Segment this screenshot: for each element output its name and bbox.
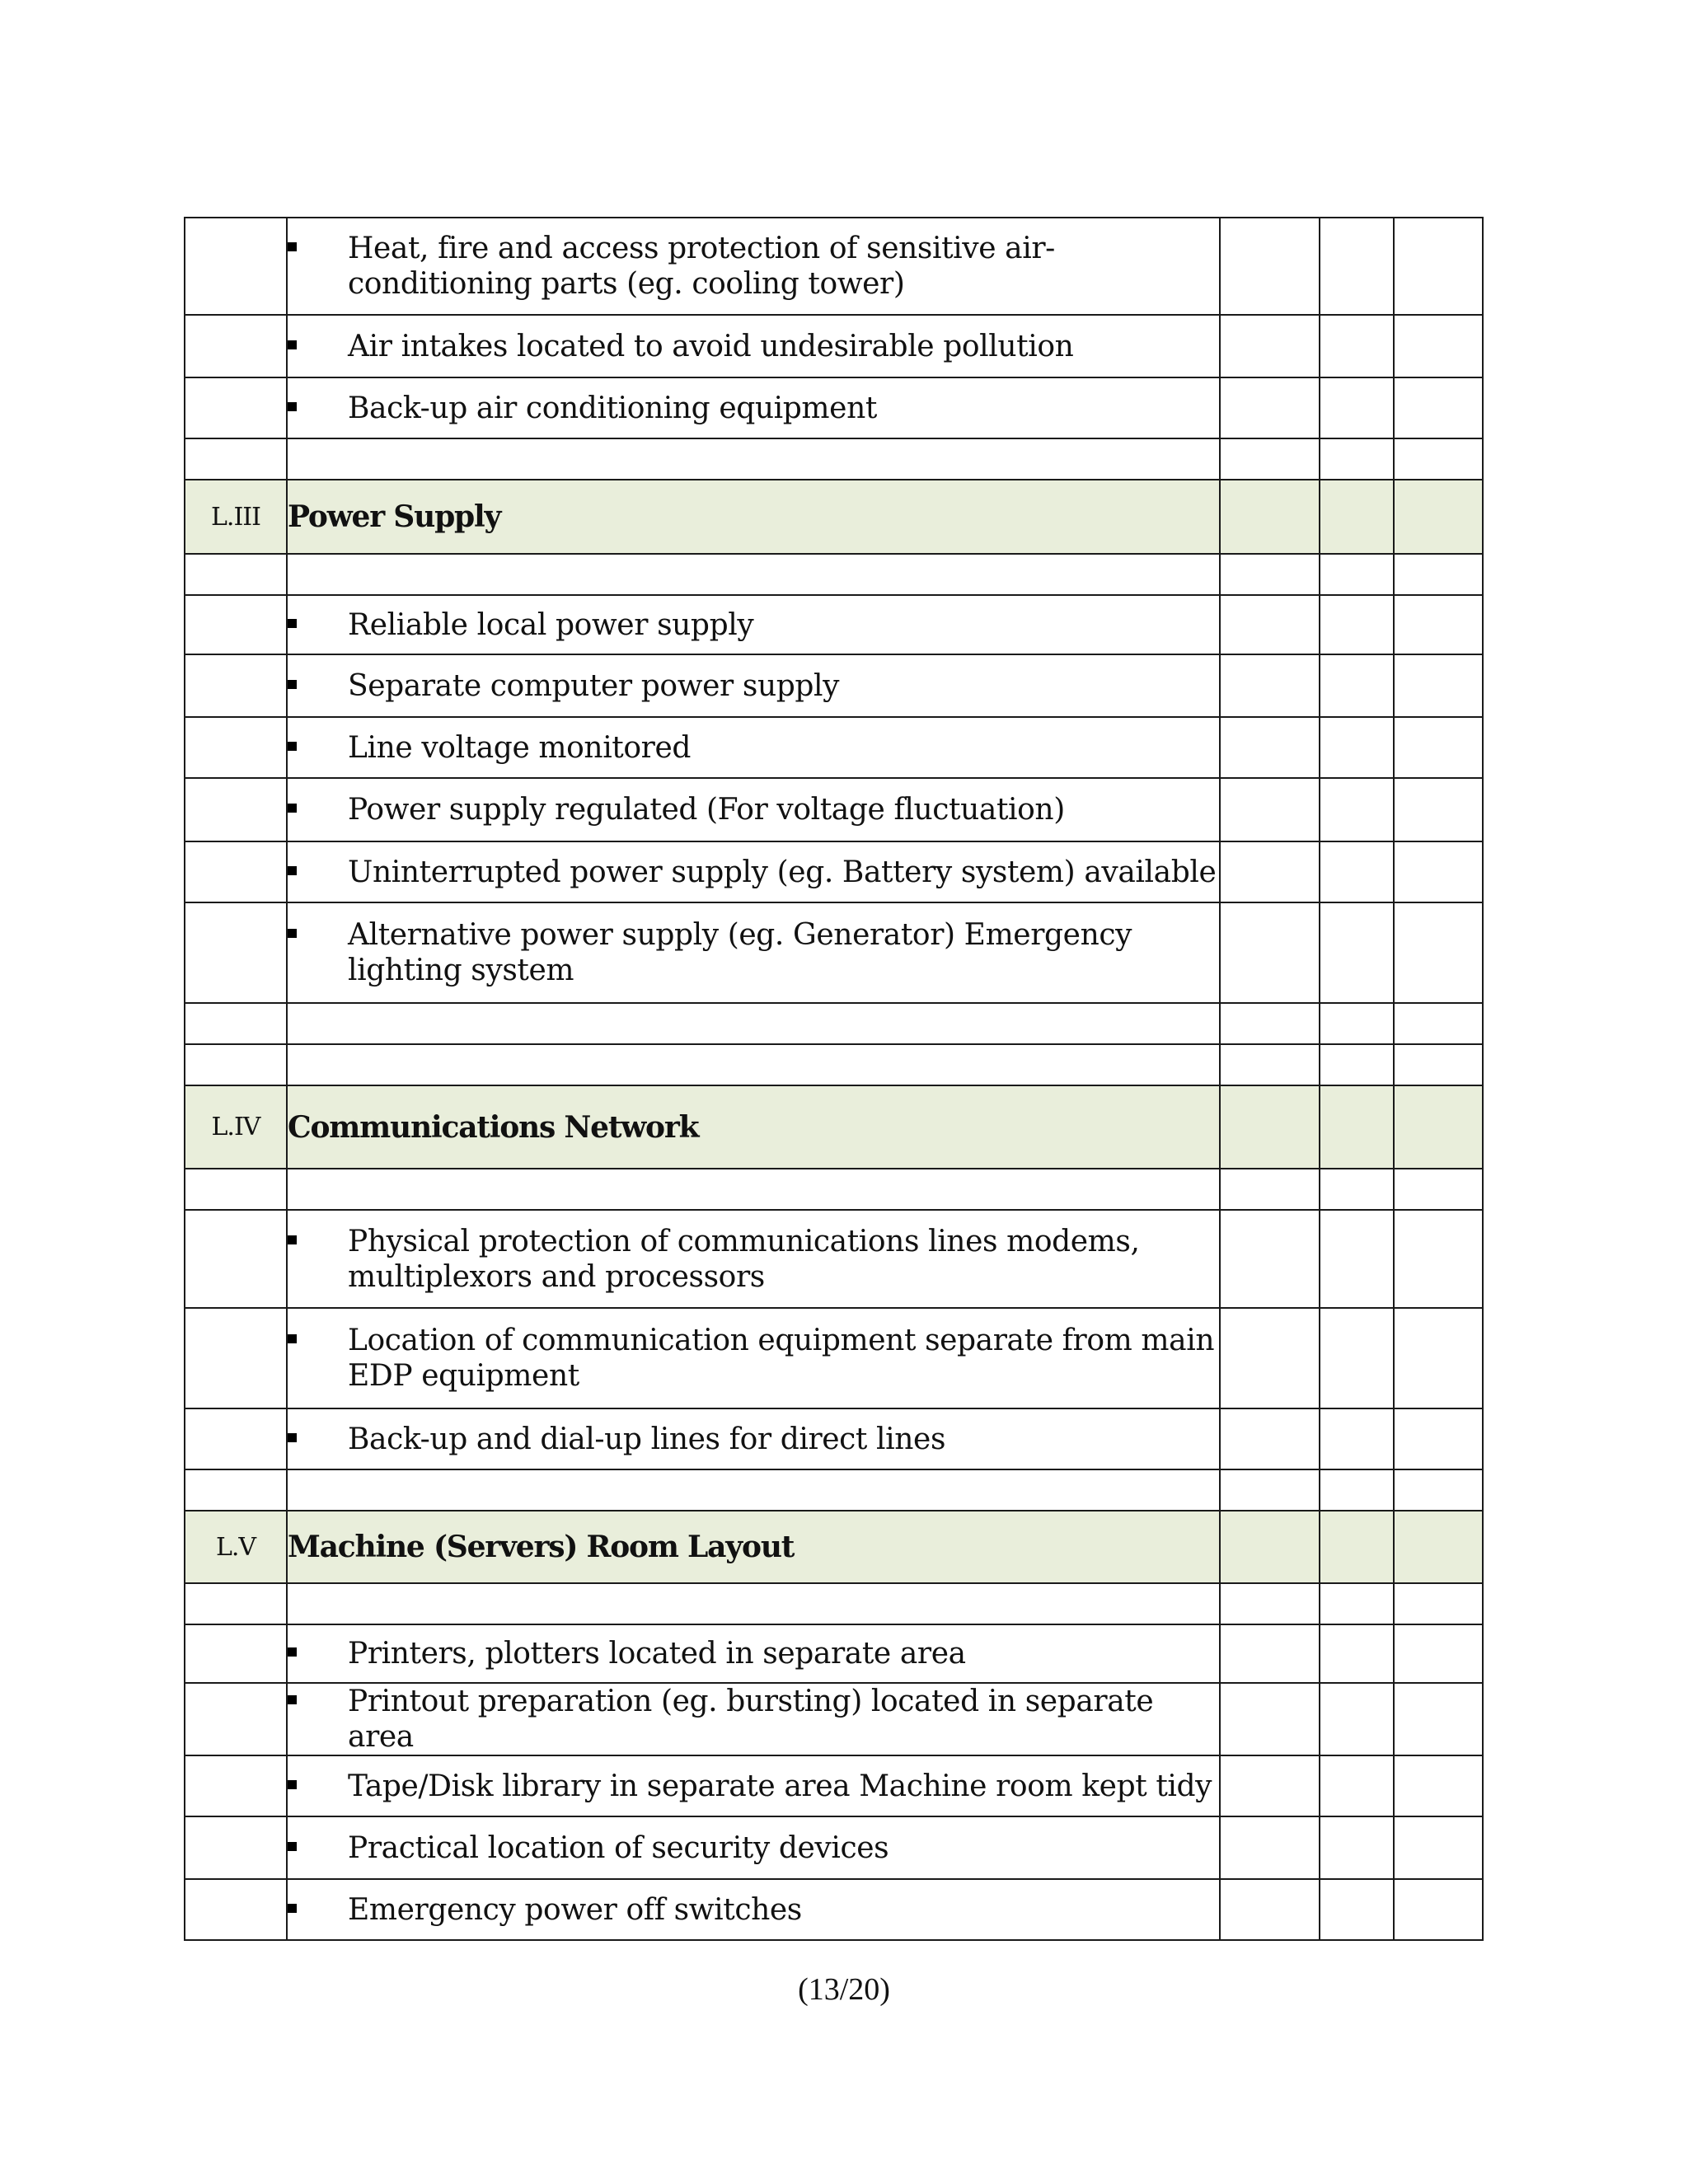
square-bullet-icon — [288, 742, 297, 751]
checklist-item-text: Location of communication equipment separate from main EDP equipment — [348, 1324, 1215, 1393]
code-cell — [185, 218, 287, 315]
code-cell — [185, 717, 287, 778]
code-cell — [185, 1169, 287, 1210]
check-cell-b — [1320, 554, 1394, 595]
check-cell-a — [1220, 1511, 1320, 1583]
section-title-cell — [287, 480, 1220, 554]
blank-row — [185, 1469, 1483, 1511]
check-cell-c — [1394, 1755, 1483, 1816]
check-cell-a — [1220, 554, 1320, 595]
code-cell — [185, 1308, 287, 1408]
check-cell-a — [1220, 841, 1320, 902]
blank-row — [185, 1003, 1483, 1044]
check-cell-c — [1394, 595, 1483, 654]
check-cell-a — [1220, 717, 1320, 778]
blank-row — [185, 554, 1483, 595]
check-cell-a — [1220, 1044, 1320, 1085]
item-cell — [287, 1210, 1220, 1308]
checklist-item-row — [185, 1408, 1483, 1469]
checklist-rows — [185, 218, 1483, 1940]
check-cell-b — [1320, 377, 1394, 438]
square-bullet-icon — [288, 866, 297, 875]
check-cell-c — [1394, 1683, 1483, 1755]
bullet-item — [288, 1830, 1219, 1866]
checklist-item-text: Physical protection of communications lines modems, multiplexors and processors — [348, 1224, 1140, 1294]
item-cell — [287, 377, 1220, 438]
checklist-item-text: Printers, plotters located in separate area — [348, 1637, 966, 1671]
check-cell-a — [1220, 1210, 1320, 1308]
checklist-item-row — [185, 1879, 1483, 1940]
checklist-item-text: Line voltage monitored — [348, 730, 692, 765]
section-header-row — [185, 1511, 1483, 1583]
check-cell-b — [1320, 1624, 1394, 1683]
checklist-item-row — [185, 218, 1483, 315]
item-cell — [287, 1583, 1220, 1624]
check-cell-b — [1320, 654, 1394, 717]
code-cell — [185, 595, 287, 654]
item-cell — [287, 1879, 1220, 1940]
check-cell-a — [1220, 1169, 1320, 1210]
square-bullet-icon — [288, 402, 297, 411]
check-cell-c — [1394, 1169, 1483, 1210]
code-cell — [185, 315, 287, 377]
check-cell-a — [1220, 218, 1320, 315]
code-cell — [185, 1408, 287, 1469]
check-cell-b — [1320, 841, 1394, 902]
item-cell — [287, 902, 1220, 1003]
check-cell-c — [1394, 778, 1483, 841]
section-title: Machine (Servers) Room Layout — [288, 1530, 795, 1564]
item-cell — [287, 1044, 1220, 1085]
item-cell — [287, 1003, 1220, 1044]
check-cell-a — [1220, 1683, 1320, 1755]
check-cell-b — [1320, 1044, 1394, 1085]
check-cell-c — [1394, 1879, 1483, 1940]
checklist-item-row — [185, 1624, 1483, 1683]
check-cell-b — [1320, 438, 1394, 480]
code-cell — [185, 778, 287, 841]
square-bullet-icon — [288, 1647, 297, 1657]
code-cell — [185, 438, 287, 480]
check-cell-c — [1394, 654, 1483, 717]
check-cell-c — [1394, 1816, 1483, 1879]
check-cell-a — [1220, 1003, 1320, 1044]
check-cell-c — [1394, 377, 1483, 438]
bullet-item — [288, 1769, 1219, 1804]
check-cell-a — [1220, 1308, 1320, 1408]
item-cell — [287, 1408, 1220, 1469]
code-cell — [185, 377, 287, 438]
check-cell-a — [1220, 595, 1320, 654]
check-cell-b — [1320, 1469, 1394, 1511]
checklist-item-text: Reliable local power supply — [348, 607, 754, 642]
bullet-item — [288, 1636, 1219, 1671]
square-bullet-icon — [288, 804, 297, 813]
check-cell-c — [1394, 1210, 1483, 1308]
item-cell — [287, 1169, 1220, 1210]
bullet-item — [288, 231, 1219, 302]
check-cell-b — [1320, 1511, 1394, 1583]
checklist-item-text: Back-up and dial-up lines for direct lines — [348, 1422, 946, 1456]
check-cell-b — [1320, 595, 1394, 654]
check-cell-a — [1220, 1583, 1320, 1624]
section-header-row — [185, 480, 1483, 554]
bullet-item — [288, 607, 1219, 643]
square-bullet-icon — [288, 1695, 297, 1704]
check-cell-a — [1220, 1816, 1320, 1879]
square-bullet-icon — [288, 340, 297, 349]
square-bullet-icon — [288, 1904, 297, 1913]
check-cell-c — [1394, 1308, 1483, 1408]
check-cell-a — [1220, 1879, 1320, 1940]
check-cell-b — [1320, 218, 1394, 315]
checklist-item-row — [185, 1210, 1483, 1308]
code-cell — [185, 1469, 287, 1511]
check-cell-b — [1320, 1755, 1394, 1816]
item-cell — [287, 1816, 1220, 1879]
checklist-item-row — [185, 315, 1483, 377]
check-cell-a — [1220, 1085, 1320, 1169]
checklist-item-row — [185, 595, 1483, 654]
checklist-item-text: Alternative power supply (eg. Generator) Emergency lighting system — [348, 918, 1132, 987]
square-bullet-icon — [288, 1334, 297, 1343]
checklist-item-row — [185, 841, 1483, 902]
check-cell-a — [1220, 438, 1320, 480]
check-cell-b — [1320, 717, 1394, 778]
section-header-row — [185, 1085, 1483, 1169]
code-cell — [185, 1044, 287, 1085]
bullet-item — [288, 917, 1219, 988]
square-bullet-icon — [288, 1780, 297, 1789]
check-cell-a — [1220, 1624, 1320, 1683]
item-cell — [287, 778, 1220, 841]
section-code: L.III — [185, 480, 287, 554]
code-cell — [185, 1816, 287, 1879]
checklist-table — [184, 217, 1484, 1941]
bullet-item — [288, 391, 1219, 426]
checklist-item-row — [185, 1683, 1483, 1755]
section-code: L.IV — [185, 1085, 287, 1169]
checklist-item-row — [185, 654, 1483, 717]
checklist-item-row — [185, 377, 1483, 438]
item-cell — [287, 595, 1220, 654]
bullet-item — [288, 1323, 1219, 1394]
check-cell-b — [1320, 1583, 1394, 1624]
check-cell-b — [1320, 315, 1394, 377]
check-cell-c — [1394, 841, 1483, 902]
code-cell — [185, 1683, 287, 1755]
code-cell — [185, 1210, 287, 1308]
code-cell — [185, 1879, 287, 1940]
bullet-item — [288, 855, 1219, 890]
check-cell-c — [1394, 1044, 1483, 1085]
check-cell-a — [1220, 315, 1320, 377]
check-cell-c — [1394, 554, 1483, 595]
checklist-item-text: Power supply regulated (For voltage fluctuation) — [348, 793, 1065, 827]
checklist-item-row — [185, 1816, 1483, 1879]
square-bullet-icon — [288, 1433, 297, 1442]
code-cell — [185, 554, 287, 595]
section-title: Power Supply — [288, 499, 501, 534]
blank-row — [185, 1044, 1483, 1085]
item-cell — [287, 1683, 1220, 1755]
checklist-item-text: Emergency power off switches — [348, 1892, 802, 1927]
item-cell — [287, 1308, 1220, 1408]
bullet-item — [288, 1224, 1219, 1295]
blank-row — [185, 1583, 1483, 1624]
check-cell-b — [1320, 1683, 1394, 1755]
bullet-item — [288, 329, 1219, 364]
check-cell-b — [1320, 1879, 1394, 1940]
section-code: L.V — [185, 1511, 287, 1583]
item-cell — [287, 1624, 1220, 1683]
check-cell-c — [1394, 438, 1483, 480]
check-cell-c — [1394, 1511, 1483, 1583]
check-cell-c — [1394, 1408, 1483, 1469]
check-cell-b — [1320, 1408, 1394, 1469]
checklist-item-text: Separate computer power supply — [348, 668, 840, 703]
check-cell-a — [1220, 654, 1320, 717]
check-cell-a — [1220, 902, 1320, 1003]
item-cell — [287, 841, 1220, 902]
blank-row — [185, 1169, 1483, 1210]
item-cell — [287, 717, 1220, 778]
code-cell — [185, 654, 287, 717]
check-cell-c — [1394, 902, 1483, 1003]
check-cell-b — [1320, 902, 1394, 1003]
check-cell-a — [1220, 480, 1320, 554]
check-cell-a — [1220, 778, 1320, 841]
section-title-cell — [287, 1085, 1220, 1169]
checklist-item-row — [185, 1755, 1483, 1816]
check-cell-c — [1394, 1624, 1483, 1683]
section-title-cell — [287, 1511, 1220, 1583]
page-number: (13/20) — [798, 1972, 890, 2007]
square-bullet-icon — [288, 929, 297, 938]
checklist-item-row — [185, 717, 1483, 778]
check-cell-c — [1394, 1003, 1483, 1044]
bullet-item — [288, 1892, 1219, 1928]
check-cell-b — [1320, 1308, 1394, 1408]
checklist-item-text: Heat, fire and access protection of sensitive air-conditioning parts (eg. cooling tower) — [348, 232, 1055, 301]
bullet-item — [288, 730, 1219, 766]
checklist-item-text: Tape/Disk library in separate area Machine room kept tidy — [348, 1769, 1212, 1803]
check-cell-c — [1394, 1469, 1483, 1511]
checklist-item-row — [185, 778, 1483, 841]
checklist-item-text: Air intakes located to avoid undesirable pollution — [348, 329, 1074, 363]
bullet-item — [288, 1684, 1219, 1755]
code-cell — [185, 902, 287, 1003]
check-cell-a — [1220, 1408, 1320, 1469]
item-cell — [287, 654, 1220, 717]
check-cell-a — [1220, 1755, 1320, 1816]
item-cell — [287, 1469, 1220, 1511]
item-cell — [287, 438, 1220, 480]
check-cell-c — [1394, 218, 1483, 315]
check-cell-a — [1220, 377, 1320, 438]
check-cell-b — [1320, 778, 1394, 841]
bullet-item — [288, 668, 1219, 704]
check-cell-b — [1320, 480, 1394, 554]
check-cell-c — [1394, 717, 1483, 778]
item-cell — [287, 218, 1220, 315]
code-cell — [185, 1624, 287, 1683]
checklist-item-row — [185, 902, 1483, 1003]
code-cell — [185, 1755, 287, 1816]
blank-row — [185, 438, 1483, 480]
checklist-item-text: Printout preparation (eg. bursting) located in separate area — [348, 1685, 1154, 1754]
check-cell-c — [1394, 315, 1483, 377]
code-cell — [185, 1003, 287, 1044]
check-cell-c — [1394, 480, 1483, 554]
item-cell — [287, 554, 1220, 595]
bullet-item — [288, 1422, 1219, 1457]
checklist-item-text: Uninterrupted power supply (eg. Battery system) available — [348, 855, 1217, 889]
check-cell-b — [1320, 1085, 1394, 1169]
check-cell-b — [1320, 1169, 1394, 1210]
square-bullet-icon — [288, 242, 297, 251]
check-cell-b — [1320, 1816, 1394, 1879]
checklist-item-text: Back-up air conditioning equipment — [348, 391, 877, 425]
square-bullet-icon — [288, 1235, 297, 1244]
code-cell — [185, 1583, 287, 1624]
check-cell-b — [1320, 1210, 1394, 1308]
square-bullet-icon — [288, 619, 297, 628]
check-cell-c — [1394, 1583, 1483, 1624]
bullet-item — [288, 792, 1219, 827]
code-cell — [185, 841, 287, 902]
item-cell — [287, 1755, 1220, 1816]
checklist-item-text: Practical location of security devices — [348, 1830, 889, 1865]
check-cell-a — [1220, 1469, 1320, 1511]
square-bullet-icon — [288, 1842, 297, 1851]
check-cell-c — [1394, 1085, 1483, 1169]
item-cell — [287, 315, 1220, 377]
checklist-item-row — [185, 1308, 1483, 1408]
section-title: Communications Network — [288, 1109, 699, 1145]
square-bullet-icon — [288, 680, 297, 689]
check-cell-b — [1320, 1003, 1394, 1044]
